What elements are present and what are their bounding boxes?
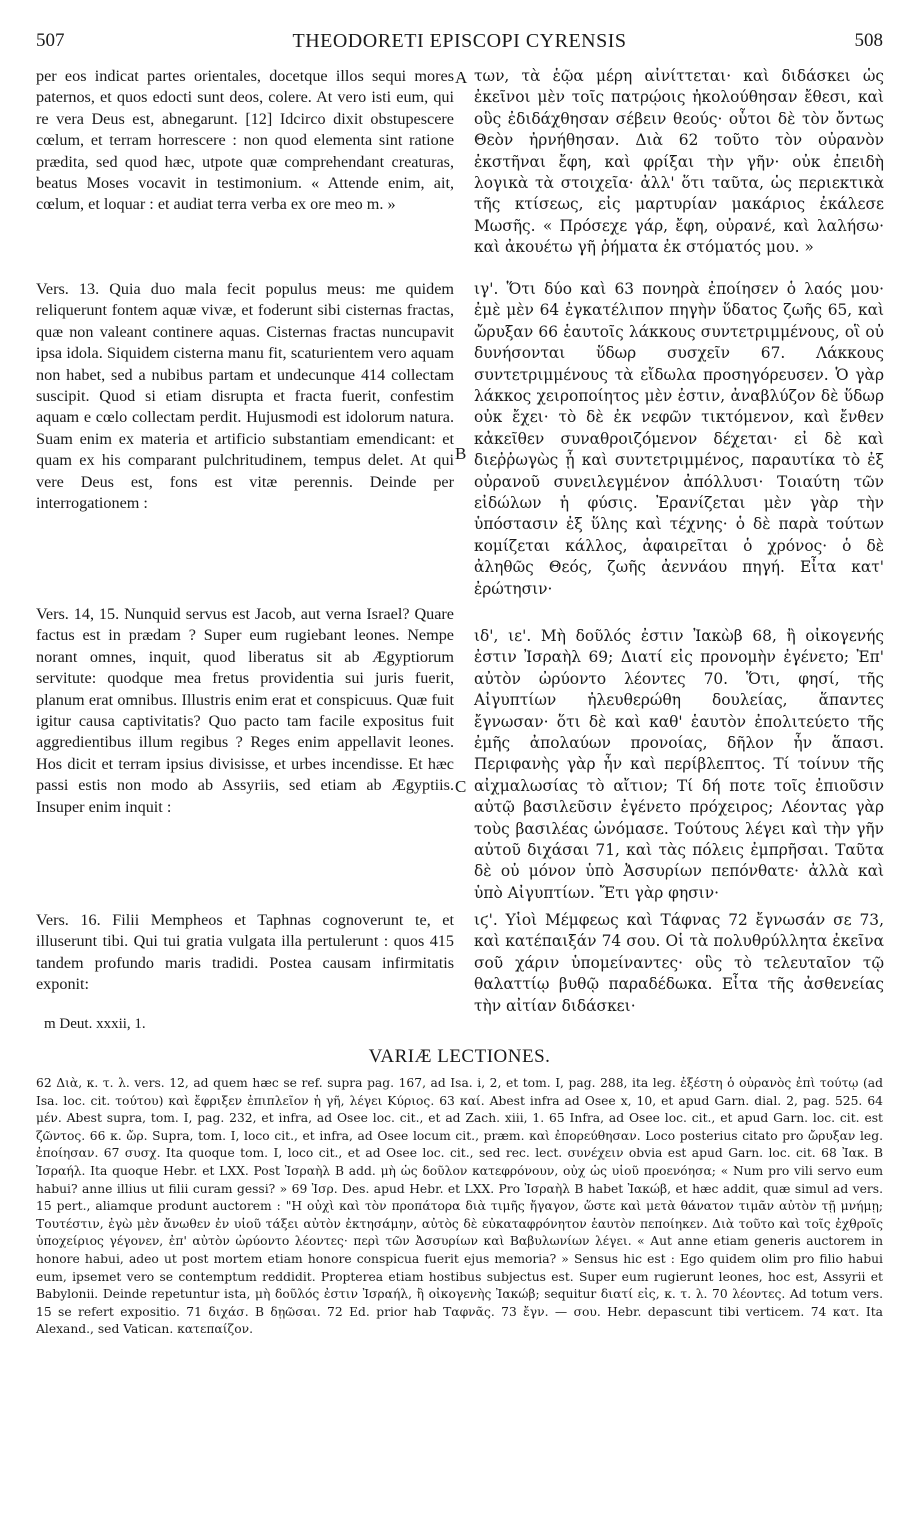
greek-paragraph: ιδ', ιε'. Μὴ δοῦλός ἐστιν Ἰακὼβ 68, ἢ οἰκογενής ἐστιν Ἰσραὴλ 69; Διατί εἰς προνομὴν ἐγένετο; Ἐπ' αὐτὸν ὠρύοντο λέοντες 70. Ὅτι, φησί, τῆς Αἰγυπτίων ἠλευθερώθη δουλείας, ἅπαντες ἔγνωσαν· ὅτι δὲ καὶ καθ' ἑαυτὸν ἐπολιτεύετο τῆς ἐμῆς ἀπολαύων προνοίας, δῆλον ἦν ἅπασι. Περιφανὴς γὰρ ἦν καὶ περίβλεπτος. Τί τοίνυν τῆς αἰχμαλωσίας τὸ αἴτιον; Τί δή ποτε τοῖς ἐπιοῦσιν αὐτῷ βασιλεῦσιν ἐγένετο πρόχειρος; Λέοντας γὰρ τοὺς βασιλέας ὠνόμασε. Τούτους λέγει καὶ τὴν γῆν αὐτοῦ διχάσαι 71, καὶ τὰς πόλεις ἐμπρῆσαι. Ταῦτα δὲ οὐ μόνον ὑπὸ Ἀσσυρίων πεπόνθατε· ἀλλὰ καὶ ὑπὸ Αἰγυπτίων. Ἔτι γὰρ φησιν· (474, 627, 884, 902)
left-page-number: 507 (36, 30, 65, 51)
margin-marker: A (455, 68, 468, 87)
margin-marker: C (455, 777, 467, 796)
greek-paragraph: ιγ'. Ὅτι δύο καὶ 63 πονηρὰ ἐποίησεν ὁ λαός μου· ἐμὲ μὲν 64 ἐγκατέλιπον πηγὴν ὕδατος ζωῆς 65, καὶ ὤρυξαν 66 ἑαυτοῖς λάκκους συντετριμμένους, οἳ οὐ δυνήσονται ὕδωρ συσχεῖν 67. Λάκκους συντετριμμένους τὰ εἴδωλα προσηγόρευσεν. Ὁ γὰρ λάκκος χειροποίητος μὲν ἐστιν, ἀναβλύζον δὲ ὕδωρ οὐκ ἔχει· τὸ δὲ ἐκ νεφῶν τικτόμενον, καὶ ἔνθεν κἀκεῖθεν συναθροιζόμενον δέχεται· εἰ δὲ καὶ διεῤῥωγὼς ᾖ καὶ συντετριμμένος, παραυτίκα τὸ ἐξ οὐρανοῦ συνειλεγμένον ἀπόλλυσι· Τοιαύτη τῶν εἰδώλων ἡ φύσις. Ἐρανίζεται μὲν γὰρ τὴν ὑπόστασιν ἐξ ὕλης καὶ τέχνης· ὁ δὲ παρὰ τούτων κομίζεται κάλλος, ἀφαιρεῖται ὁ χρόνος· ὁ δὲ ἀληθῶς Θεός, ζωῆς ἀεννάου πηγή. Εἶτα κατ' ἐρώτησιν· (474, 280, 884, 598)
latin-paragraph: per eos indicat partes orientales, docetque illos sequi mores paternos, et quos edocti sunt deos, colere. At vero isti eum, qui re vera Deus est, abnegarunt. [12] Idcirco dixit obstupescere cœlum, et terram horrescere : non quod elementa sint ratione prædita, sed quod hæc, utpote quæ comprehendant creaturas, beatus Moses vocavit in testimonium. « Attende enim, ait, cœlum, et loquar : et audiat terra verba ex ore meo m. » (36, 67, 454, 214)
right-page-number: 508 (854, 30, 883, 51)
latin-paragraph: Vers. 14, 15. Nunquid servus est Jacob, aut verna Israel? Quare factus est in prædam ? Super eum rugiebant leones. Nempe norant omnes, inquit, quod liberatus sit ab Ægyptiorum servitute: quodque mea fretus providentia sui juris fuerit, planum erat omnibus. Illustris enim erat et conspicuus. Quæ fuit igitur causa captivitatis? Quo pacto tam facile expositus fuit aggredientibus illum regibus ? Reges enim appellavit leones. Hos dicit et terram ipsius divisisse, et urbes incendisse. Et hæc passi estis non modo ab Assyriis, sed etiam ab Ægyptiis. Insuper enim inquit : (36, 605, 454, 816)
greek-paragraph: ιϛ'. Υἱοὶ Μέμφεως καὶ Τάφνας 72 ἔγνωσάν σε 73, καὶ κατέπαιξάν 74 σου. Οἱ τὰ πολυθρύλλητα ἐκεῖνα σοῦ χάριν ὑπομείναντες· οὓς τὸ τελευταῖον τῷ θαλαττίῳ βυθῷ παραδέδωκα. Εἶτα τῆς ἀσθενείας τὴν αἰτίαν διδάσκει· (474, 911, 884, 1015)
margin-marker: B (455, 444, 467, 463)
greek-paragraph: των, τὰ ἑῷα μέρη αἰνίττεται· καὶ διδάσκει ὡς ἐκεῖνοι μὲν τοῖς πατρῴοις ἠκολούθησαν ἔθεσι, καὶ οὓς ἐδιδάχθησαν σέβειν θεούς· οὗτοι δὲ τὸν ὄντως Θεὸν ἠρνήθησαν. Διὰ 62 τοῦτο τὸν οὐρανὸν ἐκστῆναι ἔφη, καὶ φρίξαι τὴν γῆν· οὐκ ἐπειδὴ λογικὰ τὰ στοιχεῖα· ἀλλ' ὅτι ταῦτα, ὡς περιεκτικὰ τῆς κτίσεως, εἰς μαρτυρίαν μακάριος ἐκάλεσε Μωσῆς. « Πρόσεχε γάρ, ἔφη, οὐρανέ, καὶ λαλήσω· καὶ ἀκουέτω γῆ ῥήματα ἐκ στόματός μου. » (474, 67, 884, 257)
running-header (36, 30, 883, 58)
latin-paragraph: Vers. 16. Filii Mempheos et Taphnas cognoverunt te, et illuserunt tibi. Qui tui gratia vulgata illa pertulerunt : quos 415 tandem profundo maris tradidi. Postea causam infirmitatis exponit: (36, 911, 454, 994)
latin-paragraph: Vers. 13. Quia duo mala fecit populus meus: me quidem reliquerunt fontem aquæ vivæ, et foderunt sibi cisternas fractas, quæ non valeant continere aquas. Cisternas fractas nuncupavit ipsa idola. Siquidem cisterna manu fit, scaturientem vero aquam non habet, sed a nubibus partam et undecunque 414 collectam suscipit. Quod si etiam disrupta et fracta fuerit, confestim aquam e cœlo collectam perdit. Hujusmodi est idolorum natura. Suam enim ex materia et artificio substantiam emendicant: et quam ex his comparant pulchritudinem, tempus delet. At qui vere Deus est, fons est vitæ perennis. Deinde per interrogationem : (36, 280, 454, 513)
variae-lectiones-heading: VARIÆ LECTIONES. (368, 1046, 551, 1067)
variae-lectiones-text: 62 Διὰ, κ. τ. λ. vers. 12, ad quem hæc se ref. supra pag. 167, ad Isa. i, 2, et tom. I, pag. 288, ita leg. ἐξέστη ὁ οὐρανὸς ἐπὶ τούτῳ (ad Isa. loc. cit. τούτου) καὶ ἔφριξεν ἐπιπλεῖον ἡ γῆ, λέγει Κύριος. 63 καί. Abest infra ad Osee x, 10, et apud Garn. dial. 2, pag. 525. 64 μέν. Abest supra, tom. I, pag. 232, et infra, ad Osee loc. cit., et ad Zach. xiii, 1. 65 Infra, ad Osee loc. cit., et apud Garn. loc. cit. est ζῶντος. 66 κ. ὤρ. Supra, tom. I, loco cit., et infra, ad Osee locum cit., præm. καὶ ἐπορεύθησαν. Loco posterius citato pro ὤρυξαν leg. ἐποίησαν. 67 συσχ. Ita quoque tom. I, loco cit., et ad Osee loc. cit., sed rec. lect. συνέχειν obvia est apud Garn. loc. cit. 68 Ἰακ. B Ἰσραήλ. Ita quoque Hebr. et LXX. Post Ἰσραὴλ B add. μὴ ὡς δοῦλον κατεφρόνουν, οὐχ ὡς υἱοῦ προενόησα; « Num pro vili servo eum habui? anne illius ut filii curam gessi? » 69 Ἰσρ. Des. apud Hebr. et LXX. Pro Ἰσραὴλ B habet Ἰακώβ, et hæc addit, quæ simul ad vers. 15 pert., aliamque produnt auctorem : "Η οὐχὶ καὶ τὸν προπάτορα διὰ τιμῆς ἤγαγον, ὥστε καὶ μετὰ θάνατον τιμᾶν αὐτὸν τῇ μνήμῃ; Τουτέστιν, ἐγὼ μὲν ἄνωθεν ἐν υἱοῦ τάξει αὐτὸν ἐκτησάμην, αὐτὸς δὲ εὐκαταφρόνητον ἑαυτὸν πεποίηκεν. Διὰ τοῦτο καὶ τοῖς ἐχθροῖς ὑποχείριος γέγονεν, ἐπ' αὐτὸν ὠρύοντο λέοντες· περὶ τῶν Ἀσσυρίων καὶ Βαβυλωνίων λέγει. « Aut anne etiam generis auctorem in honore habui, adeo ut post mortem etiam honore conspicua fuerit ejus memoria? » Sensus hic est : Ego quidem olim pro filio habui eum, ipsemet vero se contemptum reddidit. Propterea etiam hostibus subjectus est. Super eum rugierunt leones, hoc est, Assyrii et Babylonii. Deinde repetuntur ista, μὴ δοῦλός ἐστιν Ἰσραήλ, ἢ οἰκογενὴς Ἰακώβ; sequitur διατί εἰς, κ. τ. λ. 70 λέοντες. Ad totum vers. 15 se refert expositio. 71 διχάσ. B δῃῶσαι. 72 Ed. prior hab Ταφνᾶς. 73 ἔγν. — σου. Hebr. depascunt tibi verticem. 74 κατ. Ita Alexand., sed Vatican. κατεπαίζον. (36, 1076, 883, 1337)
running-title: THEODORETI EPISCOPI CYRENSIS (292, 30, 627, 52)
footnote: m Deut. xxxii, 1. (44, 1016, 146, 1032)
